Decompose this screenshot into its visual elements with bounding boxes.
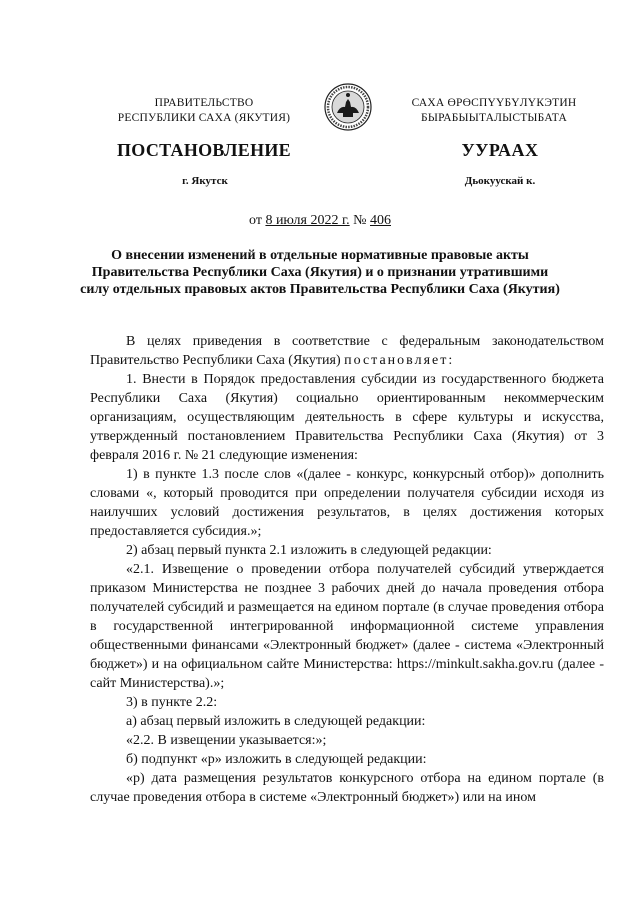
header-left-line1: ПРАВИТЕЛЬСТВО [154, 97, 254, 109]
header-right-line1: САХА ӨРӨСПҮҮБҮЛҮКЭТИН [411, 97, 577, 109]
document-type-title-yakut: УУРААХ [461, 140, 539, 160]
date-prefix: от [249, 213, 266, 228]
paragraph-4: «2.1. Извещение о проведении отбора получателей субсидий утверждается приказом Министерства не позднее 3 рабочих дней до начала проведения отбора получателей субсидий и размещается на едином портале (в случае проведения отбора в государственной интегрированной информационной системе управления общественными финансами «Электронный бюджет» (далее - система «Электронный бюджет») и на официальном сайте Министерства: https://minkult.sakha.gov.ru (далее - сайт Министерства).»; [90, 562, 604, 691]
paragraph-7: «2.2. В извещении указывается:»; [126, 733, 327, 748]
city-name: г. Якутск [182, 175, 228, 187]
document-subject: О внесении изменений в отдельные нормативные правовые акты Правительства Республики Саха (Якутия) и о признании утратившими силу отдельных правовых актов Правительства Республики Саха (Якутия) [80, 248, 560, 297]
paragraph-2: 1) в пункте 1.3 после слов «(далее - конкурс, конкурсный отбор)» дополнить словами «, который проводится при определении получателя субсидии исходя из наилучших условий достижения результатов, в целях достижения которых предоставляется субсидия.»; [90, 467, 604, 539]
paragraph-5: 3) в пункте 2.2: [126, 695, 218, 710]
document-body [90, 332, 604, 807]
paragraph-8: б) подпункт «р» изложить в следующей редакции: [126, 752, 427, 767]
paragraph-3: 2) абзац первый пункта 2.1 изложить в следующей редакции: [126, 543, 492, 558]
header-right-line2: БЫРАБЫЫТАЛЫСТЫБАТА [421, 112, 567, 124]
number-prefix: № [349, 213, 370, 228]
paragraph-6: а) абзац первый изложить в следующей редакции: [126, 714, 426, 729]
coat-of-arms-emblem-icon [323, 82, 373, 132]
header-right [384, 96, 604, 126]
document-date-number [0, 213, 640, 229]
paragraph-9: «р) дата размещения результатов конкурсного отбора на едином портале (в случае проведения отбора в системе «Электронный бюджет») или на ином [90, 771, 604, 805]
document-date: 8 июля 2022 г. [265, 213, 350, 228]
resolves-word: постановляет [344, 353, 449, 368]
paragraph-intro: В целях приведения в соответствие с федеральным законодательством Правительство Республики Саха (Якутия) постановляет: [90, 334, 604, 368]
document-type-title: ПОСТАНОВЛЕНИЕ [117, 140, 291, 160]
document-number: 406 [370, 213, 391, 228]
header-left [104, 96, 304, 126]
paragraph-1: 1. Внести в Порядок предоставления субсидии из государственного бюджета Республики Саха (Якутия) социально ориентированным некоммерческим организациям, осуществляющим деятельность в сфере культуры и искусства, утвержденный постановлением Правительства Республики Саха (Якутия) от 3 февраля 2016 г. № 21 следующие изменения: [90, 372, 604, 463]
header-left-line2: РЕСПУБЛИКИ САХА (ЯКУТИЯ) [117, 112, 291, 124]
city-name-yakut: Дьокуускай к. [464, 175, 536, 187]
